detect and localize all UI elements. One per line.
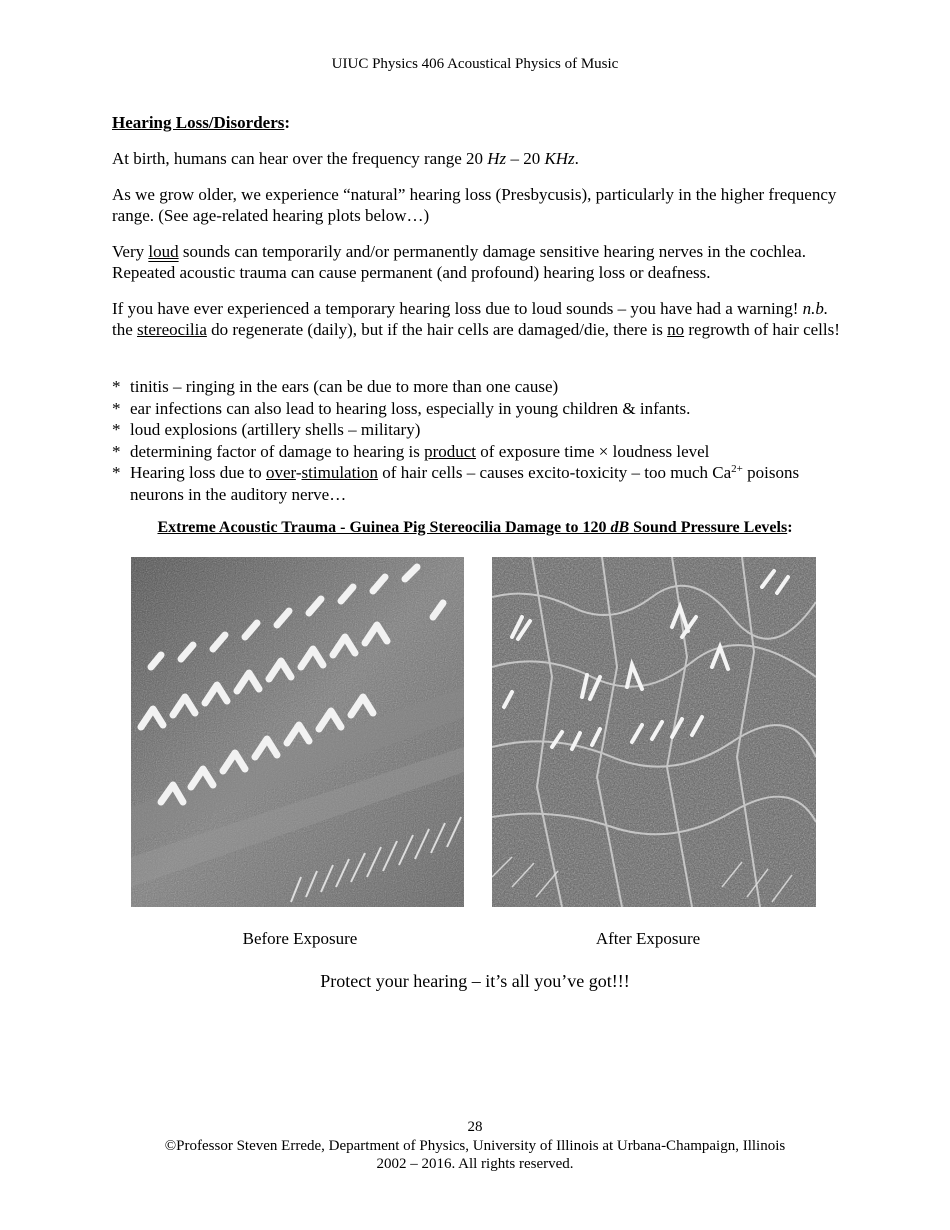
bullet-text-end: poisons neurons in the auditory nerve…: [130, 463, 800, 504]
bullet-star: *: [112, 420, 121, 439]
micrograph-after: [492, 557, 816, 907]
bullet-star: *: [112, 398, 121, 418]
figure-title: [0, 519, 950, 537]
para4-b: the: [112, 320, 138, 339]
para4-d: regrowth of hair cells!: [684, 320, 840, 339]
list-item: [112, 398, 852, 420]
bullet-over: over: [265, 463, 296, 482]
paragraph-loud-sounds: [112, 241, 852, 283]
section-title-colon: :: [284, 113, 291, 132]
figure-title-colon: :: [787, 519, 793, 536]
para1-unit-khz: KHz: [544, 149, 575, 168]
para4-a: If you have ever experienced a temporary hearing loss due to loud sounds – you have had a warning!: [112, 299, 803, 318]
micrograph-before: [131, 557, 464, 907]
bullet-star: *: [112, 441, 121, 461]
bullet-product: product: [424, 441, 477, 461]
bullet-text: ear infections can also lead to hearing loss, especially in young children & infants.: [130, 398, 691, 418]
para1-end: .: [574, 149, 579, 168]
micrograph-after-image: [492, 557, 816, 907]
bullet-text: Hearing loss due to: [130, 463, 266, 482]
list-item: [112, 376, 852, 398]
para3-loud: loud: [148, 242, 179, 261]
para1-unit-hz: Hz: [487, 149, 507, 168]
bullet-text: determining factor of damage to hearing is: [130, 441, 425, 461]
list-item: [112, 441, 852, 463]
paragraph-birth-range: [112, 148, 852, 169]
section-title-text: Hearing Loss/Disorders: [112, 113, 285, 132]
para3-pre: Very: [112, 242, 149, 261]
bullet-star: *: [112, 463, 121, 482]
paragraph-warning: [112, 298, 852, 340]
section-title: [112, 113, 290, 133]
bullet-text-mid: of hair cells – causes excito-toxicity – too much Ca: [378, 463, 732, 482]
bullet-stimulation: stimulation: [301, 463, 379, 482]
bullet-dash: -: [295, 463, 302, 482]
para1-prefix: At birth, humans can hear over the frequency range 20: [112, 149, 488, 168]
page-number: 28: [467, 1119, 483, 1135]
list-item: [112, 462, 852, 505]
bullet-text: tinitis – ringing in the ears (can be due to more than one cause): [130, 377, 559, 396]
para4-nb: n.b.: [802, 299, 829, 318]
figure-title-pre: Extreme Acoustic Trauma - Guinea Pig Stereocilia Damage to 120: [157, 519, 611, 536]
para4-no: no: [667, 320, 685, 339]
figure-title-db: dB: [610, 519, 630, 536]
micrograph-before-image: [131, 557, 464, 907]
para3-post: sounds can temporarily and/or permanently damage sensitive hearing nerves in the cochlea. Repeated acoustic trauma can cause permanent (and profound) hearing loss or deafness.: [112, 242, 806, 282]
figure-title-post: Sound Pressure Levels: [629, 519, 788, 536]
paragraph-presbycusis: As we grow older, we experience “natural” hearing loss (Presbycusis), particularly in the higher frequency range. (See age-related hearing plots below…): [112, 185, 837, 225]
calcium-superscript: 2+: [731, 463, 743, 475]
para4-c: do regenerate (daily), but if the hair cells are damaged/die, there is: [206, 320, 668, 339]
footer-years: 2002 – 2016. All rights reserved.: [376, 1156, 574, 1172]
bullet-list: [112, 376, 852, 505]
para1-mid: – 20: [506, 149, 545, 168]
bullet-text: loud explosions (artillery shells – military): [130, 420, 421, 439]
closing-statement: Protect your hearing – it’s all you’ve got!!!: [320, 971, 630, 991]
running-header: UIUC Physics 406 Acoustical Physics of Music: [331, 56, 619, 72]
footer-copyright: ©Professor Steven Errede, Department of Physics, University of Illinois at Urbana-Champaign, Illinois: [164, 1138, 786, 1154]
caption-after: After Exposure: [595, 929, 701, 948]
list-item: [112, 419, 852, 441]
caption-before: Before Exposure: [242, 929, 358, 948]
para4-stereocilia: stereocilia: [137, 320, 207, 339]
bullet-text-tail: of exposure time × loudness level: [476, 441, 710, 461]
bullet-star: *: [112, 377, 121, 396]
